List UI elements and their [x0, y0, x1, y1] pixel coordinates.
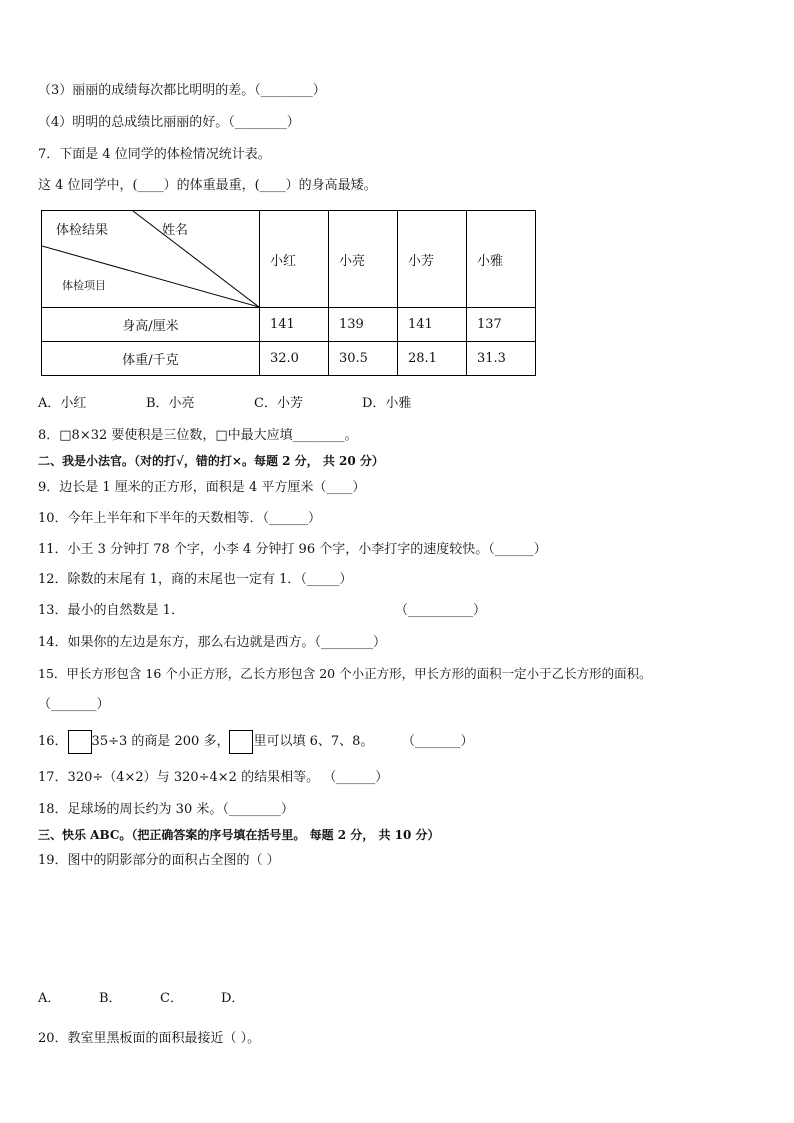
- q6-item-4: （4）明明的总成绩比丽丽的好。（________）: [38, 115, 300, 130]
- table-row: [42, 308, 536, 342]
- question-9: 9．边长是 1 厘米的正方形，面积是 4 平方厘米（____）: [38, 480, 366, 495]
- header-bottom-label: 体检项目: [62, 279, 106, 292]
- option-b[interactable]: B．小亮: [146, 396, 195, 411]
- table-cell: 139: [329, 308, 398, 342]
- question-16-blank[interactable]: （_______）: [402, 734, 474, 749]
- question-18: 18．足球场的周长约为 30 米。（________）: [38, 802, 294, 817]
- question-16-number: 16．: [38, 734, 68, 749]
- row-label: 体重/千克: [42, 342, 260, 376]
- question-7-prompt: 这 4 位同学中，(____）的体重最重，(____）的身高最矮。: [38, 178, 377, 193]
- question-12: 12．除数的末尾有 1，商的末尾也一定有 1．（_____）: [38, 572, 353, 587]
- table-cell: 141: [398, 308, 467, 342]
- health-check-table: [41, 210, 536, 376]
- option-b[interactable]: B．: [99, 991, 122, 1006]
- question-7-options: [38, 396, 411, 412]
- student-name: 小芳: [398, 211, 467, 308]
- question-15: 15．甲长方形包含 16 个小正方形，乙长方形包含 20 个小正方形，甲长方形的面积一定小于乙长方形的面积。: [38, 666, 652, 681]
- question-17: 17．320÷（4×2）与 320÷4×2 的结果相等。 （______）: [38, 770, 389, 785]
- table-header-diagonal-cell: [42, 211, 260, 308]
- question-13: 13．最小的自然数是 1．: [38, 603, 184, 618]
- student-name: 小雅: [467, 211, 536, 308]
- row-label: 身高/厘米: [42, 308, 260, 342]
- question-20: 20．教室里黑板面的面积最接近（ ）。: [38, 1031, 261, 1046]
- table-row: [42, 342, 536, 376]
- table-cell: 141: [260, 308, 329, 342]
- question-13-blank[interactable]: （__________）: [395, 603, 487, 618]
- answer-box[interactable]: [229, 730, 253, 754]
- option-c[interactable]: C．: [160, 991, 183, 1006]
- question-15-blank[interactable]: （_______）: [38, 697, 110, 712]
- student-name: 小红: [260, 211, 329, 308]
- question-8: 8．□8×32 要使积是三位数，□中最大应填________。: [38, 428, 358, 443]
- option-d[interactable]: D．: [221, 991, 245, 1006]
- question-7: 7．下面是 4 位同学的体检情况统计表。: [38, 147, 271, 162]
- student-name: 小亮: [329, 211, 398, 308]
- question-16-text-end: 里可以填 6、7、8。: [253, 734, 374, 749]
- header-right-label: 姓名: [162, 223, 189, 238]
- table-cell: 28.1: [398, 342, 467, 376]
- table-cell: 137: [467, 308, 536, 342]
- section-2-heading: 二、我是小法官。（对的打√，错的打×。每题 2 分， 共 20 分）: [38, 454, 384, 468]
- question-19-options: [38, 991, 244, 1007]
- answer-box[interactable]: [68, 730, 92, 754]
- question-11: 11．小王 3 分钟打 78 个字，小李 4 分钟打 96 个字，小李打字的速度较快。（______）: [38, 542, 547, 557]
- option-a[interactable]: A．小红: [38, 396, 87, 411]
- question-19: 19．图中的阴影部分的面积占全图的（ ）: [38, 853, 280, 868]
- header-top-label: 体检结果: [56, 223, 109, 238]
- option-c[interactable]: C．小芳: [254, 396, 303, 411]
- question-14: 14．如果你的左边是东方，那么右边就是西方。（________）: [38, 635, 387, 650]
- table-cell: 30.5: [329, 342, 398, 376]
- question-16: [38, 729, 373, 755]
- option-d[interactable]: D．小雅: [362, 396, 412, 411]
- option-a[interactable]: A．: [38, 991, 61, 1006]
- table-cell: 31.3: [467, 342, 536, 376]
- question-16-text-mid: 35÷3 的商是 200 多，: [91, 734, 230, 749]
- question-10: 10．今年上半年和下半年的天数相等．（______）: [38, 511, 322, 526]
- section-3-heading: 三、快乐 ABC。（把正确答案的序号填在括号里。 每题 2 分， 共 10 分）: [38, 828, 440, 842]
- table-cell: 32.0: [260, 342, 329, 376]
- q6-item-3: （3）丽丽的成绩每次都比明明的差。（________）: [38, 83, 326, 98]
